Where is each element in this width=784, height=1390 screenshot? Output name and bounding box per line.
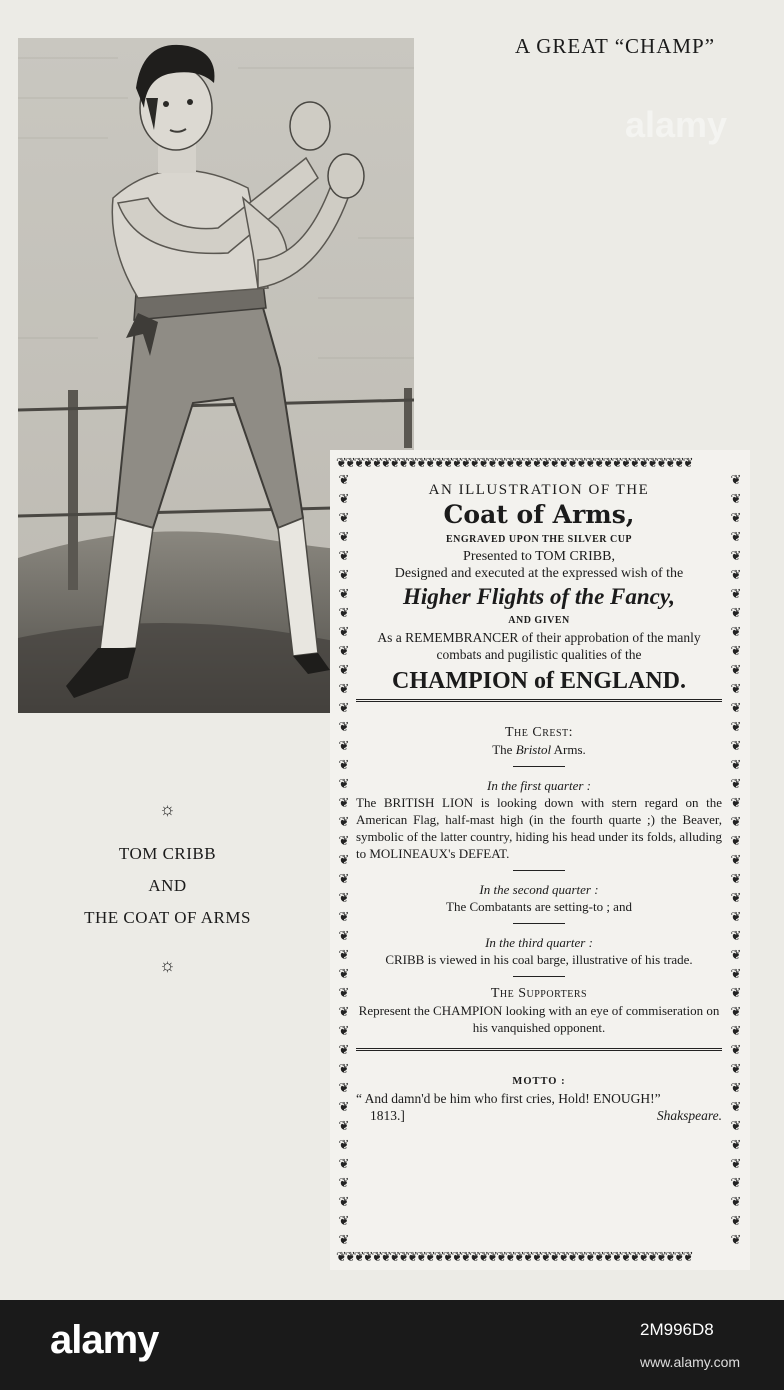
given-line: AND GIVEN xyxy=(508,615,570,626)
first-quarter-text: The BRITISH LION is looking down with stern regard on the American Flag, half-mast high (in the fourth quarte ;) the Beaver, symbolic of the latter country, hiding his head under its folds, alluding to MOLINEAUX's DEFEAT. xyxy=(356,795,722,861)
caption-line-3: THE COAT OF ARMS xyxy=(84,908,251,927)
first-quarter-heading: In the first quarter : xyxy=(487,778,591,793)
ornamental-border-right: ❦ ❦ ❦ ❦ ❦ ❦ ❦ ❦ ❦ ❦ ❦ ❦ ❦ ❦ ❦ ❦ ❦ ❦ ❦ ❦ ❦ ❦ ❦ ❦ ❦ ❦ ❦ ❦ ❦ ❦ ❦ ❦ ❦ ❦ ❦ ❦ ❦ ❦ ❦ ❦ ❦ xyxy=(730,472,742,1247)
watermark-footer xyxy=(0,1300,784,1390)
divider xyxy=(356,699,722,702)
caption-line-1: TOM CRIBB xyxy=(118,844,217,863)
motto-year: 1813.] xyxy=(370,1108,405,1123)
third-quarter-heading: In the third quarter : xyxy=(485,935,593,950)
crest-text xyxy=(356,741,722,758)
left-caption xyxy=(55,800,280,974)
divider xyxy=(513,766,565,767)
crest-text-place: Bristol xyxy=(515,742,552,757)
designed-line: Designed and executed at the expressed wish of the xyxy=(394,566,684,581)
second-quarter-text: The Combatants are setting-to ; and xyxy=(446,899,632,914)
second-quarter-heading: In the second quarter : xyxy=(479,882,599,897)
star-ornament-icon: ☼ xyxy=(159,799,176,819)
crest-heading: The Crest: xyxy=(504,725,574,740)
supporters-heading: The Supporters xyxy=(490,986,588,1001)
third-quarter-text: CRIBB is viewed in his coal barge, illustrative of his trade. xyxy=(385,952,693,967)
divider xyxy=(513,923,565,924)
divider xyxy=(356,1048,722,1051)
ornamental-border-top: ❦❦❦❦❦❦❦❦❦❦❦❦❦❦❦❦❦❦❦❦❦❦❦❦❦❦❦❦❦❦❦❦❦❦❦❦❦❦❦❦ xyxy=(336,456,692,470)
motto-author: Shakspeare. xyxy=(656,1108,722,1123)
coat-of-arms-heading: Coat of Arms, xyxy=(443,500,635,529)
motto-label: MOTTO : xyxy=(512,1076,566,1087)
crest-text-prefix: The xyxy=(492,742,516,757)
presented-line: Presented to TOM CRIBB, xyxy=(463,549,615,564)
remembrancer-text: As a REMEMBRANCER of their approbation of the manly combats and pugilistic qualities of the xyxy=(377,630,701,662)
ornamental-border-left: ❦ ❦ ❦ ❦ ❦ ❦ ❦ ❦ ❦ ❦ ❦ ❦ ❦ ❦ ❦ ❦ ❦ ❦ ❦ ❦ ❦ ❦ ❦ ❦ ❦ ❦ ❦ ❦ ❦ ❦ ❦ ❦ ❦ ❦ ❦ ❦ ❦ ❦ ❦ ❦ ❦ xyxy=(338,472,350,1247)
champion-heading: CHAMPION of ENGLAND. xyxy=(392,668,686,694)
watermark-url: www.alamy.com xyxy=(640,1354,741,1370)
higher-flights-heading: Higher Flights of the Fancy, xyxy=(403,584,675,609)
caption-line-2: AND xyxy=(148,876,187,895)
supporters-text: Represent the CHAMPION looking with an eye of commiseration on his vanquished opponent. xyxy=(358,1003,720,1035)
crest-text-suffix: Arms. xyxy=(551,742,586,757)
image-id: 2M996D8 xyxy=(640,1320,714,1339)
motto-attribution xyxy=(356,1107,722,1124)
coat-of-arms-broadside xyxy=(330,450,750,1270)
watermark-logo-overlay: alamy xyxy=(625,104,728,145)
star-ornament-icon: ☼ xyxy=(159,955,176,975)
ornamental-border-bottom: ❦❦❦❦❦❦❦❦❦❦❦❦❦❦❦❦❦❦❦❦❦❦❦❦❦❦❦❦❦❦❦❦❦❦❦❦❦❦❦❦ xyxy=(336,1250,692,1264)
engraved-line: ENGRAVED UPON THE SILVER CUP xyxy=(445,534,633,545)
motto-text: “ And damn'd be him who first cries, Hold! ENOUGH!” xyxy=(356,1091,661,1106)
broadside-text xyxy=(356,480,722,1124)
divider xyxy=(513,870,565,871)
illustration-heading: AN ILLUSTRATION OF THE xyxy=(428,482,650,498)
page-title: A GREAT “CHAMP” xyxy=(514,34,716,58)
alamy-logo: alamy xyxy=(50,1318,159,1362)
divider xyxy=(513,976,565,977)
